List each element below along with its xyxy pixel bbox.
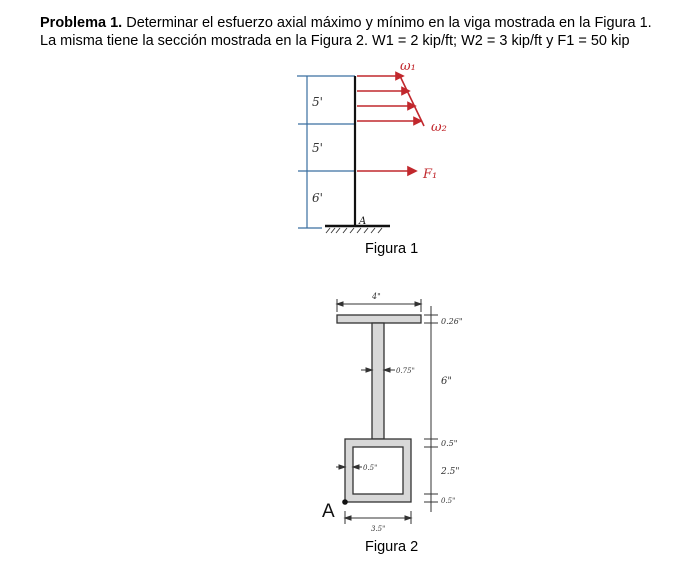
figure-1-caption: Figura 1 (365, 241, 419, 257)
fig1-label-w1: ω₁ (400, 59, 416, 74)
fig1-distributed-load (357, 73, 424, 127)
fig2-point-a (342, 499, 348, 505)
fig2-dim-box-wall-bot: 0.5" (441, 497, 456, 505)
fig1-dim-top: 5' (312, 95, 323, 109)
fig2-dim-flange-thick: 0.26" (441, 317, 463, 326)
fig2-right-dimension (424, 306, 438, 512)
fig2-box-inner (353, 447, 403, 494)
fig2-dim-box-wall-side: 0.5" (363, 464, 378, 472)
fig1-label-f1: F₁ (423, 167, 438, 182)
fig1-label-w2: ω₂ (431, 120, 447, 135)
fig2-dim-flange-width: 4" (372, 292, 381, 301)
figure-2-caption: Figura 2 (365, 539, 419, 555)
fig2-top-flange (337, 315, 421, 323)
fig2-dim-box-width: 3.5" (371, 525, 386, 533)
problem-label: Problema 1. (40, 15, 123, 31)
problem-line-1-text: Determinar el esfuerzo axial máximo y mínimo en la viga mostrada en la Figura 1. (122, 15, 652, 31)
fig2-label-a: A (322, 501, 335, 522)
fig1-ground-hatch (326, 228, 382, 233)
fig2-dim-box-wall-top: 0.5" (441, 439, 458, 448)
fig1-dimension-line (297, 76, 355, 228)
fig2-box-width-dimension (345, 511, 411, 524)
fig1-point-load (357, 167, 416, 175)
problem-line-2: La misma tiene la sección mostrada en la Figura 2. W1 = 2 kip/ft; W2 = 3 kip/ft y F1 = 50 kip (40, 33, 630, 49)
fig2-dim-web-height: 6" (441, 376, 452, 387)
fig1-label-a: A (359, 216, 367, 227)
fig2-web (372, 323, 384, 439)
fig2-dim-box-inner: 2.5" (441, 467, 460, 477)
fig2-dim-web-thick: 0.75" (396, 367, 415, 375)
fig1-dim-mid: 5' (312, 141, 323, 155)
fig1-dim-bot: 6' (312, 191, 323, 205)
